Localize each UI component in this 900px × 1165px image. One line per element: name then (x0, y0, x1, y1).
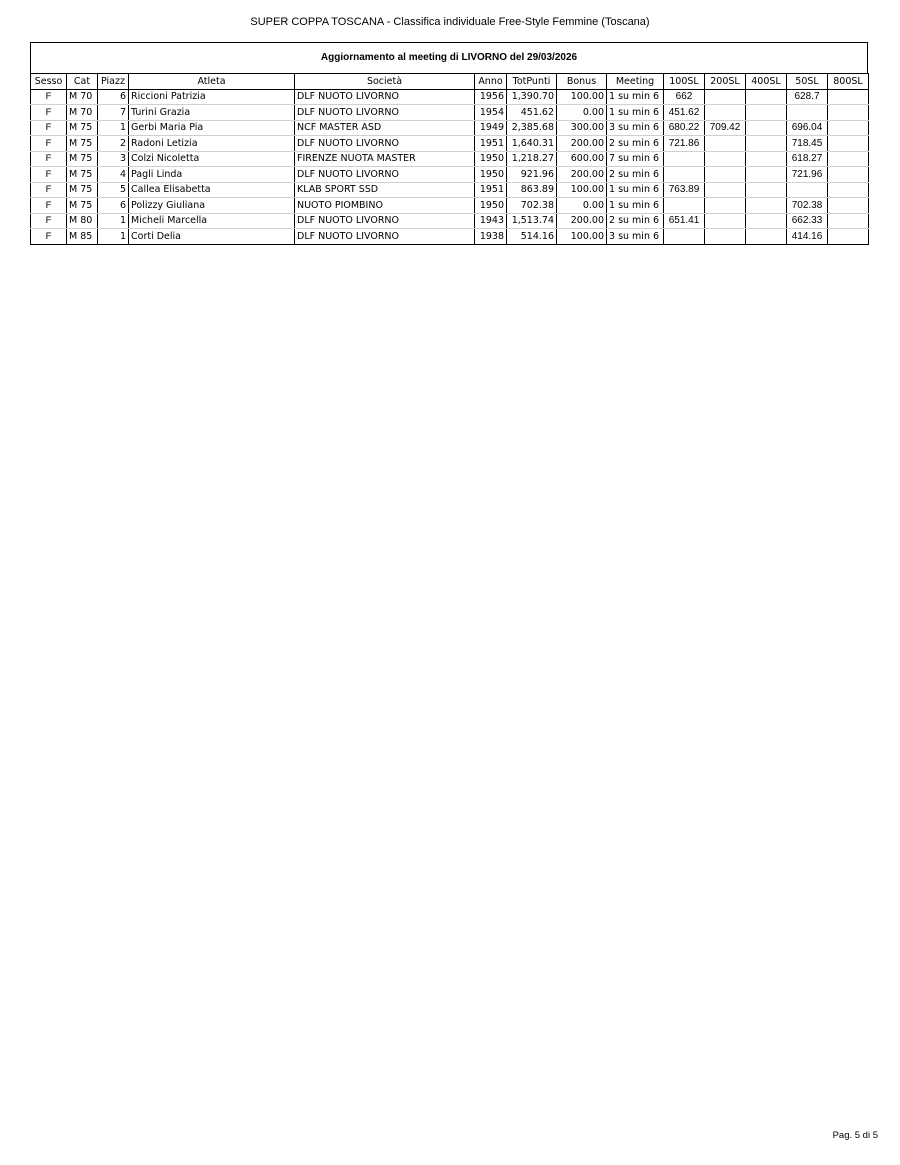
table-row (31, 167, 869, 183)
cell-bonus: 0.00 (557, 105, 607, 121)
cell-sesso: F (31, 167, 67, 183)
cell-400sl (746, 105, 787, 121)
cell-800sl (828, 136, 869, 152)
cell-anno: 1950 (475, 167, 507, 183)
cell-totpunti: 1,513.74 (507, 213, 557, 229)
cell-atleta: Micheli Marcella (129, 213, 295, 229)
cell-societa: KLAB SPORT SSD (295, 182, 475, 198)
meeting-update-subtitle: Aggiornamento al meeting di LIVORNO del 29/03/2026 (320, 52, 578, 63)
col-header-400sl: 400SL (746, 74, 787, 90)
cell-meeting: 3 su min 6 (607, 229, 664, 245)
cell-cat: M 75 (67, 198, 98, 214)
cell-societa: NCF MASTER ASD (295, 120, 475, 136)
cell-sesso: F (31, 136, 67, 152)
cell-piazz: 4 (98, 167, 129, 183)
cell-bonus: 100.00 (557, 229, 607, 245)
cell-anno: 1951 (475, 136, 507, 152)
cell-meeting: 7 su min 6 (607, 151, 664, 167)
cell-meeting: 3 su min 6 (607, 120, 664, 136)
col-header-100sl: 100SL (664, 74, 705, 90)
cell-200sl (705, 167, 746, 183)
cell-societa: NUOTO PIOMBINO (295, 198, 475, 214)
cell-cat: M 70 (67, 89, 98, 105)
cell-atleta: Riccioni Patrizia (129, 89, 295, 105)
cell-400sl (746, 136, 787, 152)
col-header-anno: Anno (475, 74, 507, 90)
cell-800sl (828, 89, 869, 105)
cell-totpunti: 921.96 (507, 167, 557, 183)
cell-100sl: 651.41 (664, 213, 705, 229)
cell-50sl: 414.16 (787, 229, 828, 245)
cell-anno: 1950 (475, 198, 507, 214)
cell-totpunti: 2,385.68 (507, 120, 557, 136)
cell-cat: M 70 (67, 105, 98, 121)
cell-100sl: 721.86 (664, 136, 705, 152)
table-row (31, 105, 869, 121)
cell-400sl (746, 229, 787, 245)
cell-50sl: 618.27 (787, 151, 828, 167)
cell-sesso: F (31, 151, 67, 167)
cell-cat: M 80 (67, 213, 98, 229)
table-row (31, 120, 869, 136)
cell-atleta: Radoni Letizia (129, 136, 295, 152)
cell-meeting: 2 su min 6 (607, 213, 664, 229)
cell-piazz: 7 (98, 105, 129, 121)
cell-bonus: 100.00 (557, 182, 607, 198)
cell-sesso: F (31, 182, 67, 198)
col-header-sesso: Sesso (31, 74, 67, 90)
table-row (31, 89, 869, 105)
cell-bonus: 200.00 (557, 213, 607, 229)
cell-800sl (828, 229, 869, 245)
cell-bonus: 200.00 (557, 136, 607, 152)
cell-bonus: 100.00 (557, 89, 607, 105)
cell-meeting: 1 su min 6 (607, 182, 664, 198)
cell-50sl: 718.45 (787, 136, 828, 152)
cell-100sl (664, 167, 705, 183)
cell-50sl: 702.38 (787, 198, 828, 214)
col-header-cat: Cat (67, 74, 98, 90)
col-header-bonus: Bonus (557, 74, 607, 90)
cell-societa: DLF NUOTO LIVORNO (295, 136, 475, 152)
document-title: SUPER COPPA TOSCANA - Classifica individuale Free-Style Femmine (Toscana) (250, 16, 650, 28)
cell-50sl (787, 105, 828, 121)
cell-anno: 1938 (475, 229, 507, 245)
cell-societa: FIRENZE NUOTA MASTER (295, 151, 475, 167)
cell-cat: M 85 (67, 229, 98, 245)
cell-400sl (746, 198, 787, 214)
cell-200sl (705, 151, 746, 167)
cell-meeting: 1 su min 6 (607, 198, 664, 214)
cell-bonus: 600.00 (557, 151, 607, 167)
cell-totpunti: 863.89 (507, 182, 557, 198)
cell-cat: M 75 (67, 182, 98, 198)
cell-societa: DLF NUOTO LIVORNO (295, 229, 475, 245)
cell-piazz: 6 (98, 198, 129, 214)
cell-anno: 1951 (475, 182, 507, 198)
cell-societa: DLF NUOTO LIVORNO (295, 167, 475, 183)
cell-50sl: 628.7 (787, 89, 828, 105)
cell-piazz: 1 (98, 229, 129, 245)
cell-sesso: F (31, 213, 67, 229)
cell-200sl (705, 182, 746, 198)
cell-100sl: 763.89 (664, 182, 705, 198)
cell-200sl (705, 136, 746, 152)
cell-200sl (705, 105, 746, 121)
cell-bonus: 300.00 (557, 120, 607, 136)
cell-atleta: Corti Delia (129, 229, 295, 245)
cell-sesso: F (31, 120, 67, 136)
cell-anno: 1949 (475, 120, 507, 136)
cell-atleta: Polizzy Giuliana (129, 198, 295, 214)
cell-atleta: Turini Grazia (129, 105, 295, 121)
col-header-meeting: Meeting (607, 74, 664, 90)
cell-100sl (664, 198, 705, 214)
cell-800sl (828, 167, 869, 183)
cell-bonus: 200.00 (557, 167, 607, 183)
cell-atleta: Pagli Linda (129, 167, 295, 183)
cell-50sl: 696.04 (787, 120, 828, 136)
cell-400sl (746, 89, 787, 105)
page-number: Pag. 5 di 5 (832, 1130, 878, 1141)
cell-piazz: 5 (98, 182, 129, 198)
col-header-piazz: Piazz (98, 74, 129, 90)
cell-bonus: 0.00 (557, 198, 607, 214)
cell-200sl: 709.42 (705, 120, 746, 136)
cell-sesso: F (31, 229, 67, 245)
cell-50sl: 721.96 (787, 167, 828, 183)
cell-400sl (746, 151, 787, 167)
col-header-50sl: 50SL (787, 74, 828, 90)
cell-100sl (664, 229, 705, 245)
col-header-atleta: Atleta (129, 74, 295, 90)
cell-200sl (705, 89, 746, 105)
cell-anno: 1950 (475, 151, 507, 167)
cell-800sl (828, 182, 869, 198)
cell-anno: 1956 (475, 89, 507, 105)
cell-cat: M 75 (67, 167, 98, 183)
cell-atleta: Gerbi Maria Pia (129, 120, 295, 136)
cell-50sl (787, 182, 828, 198)
cell-100sl (664, 151, 705, 167)
cell-meeting: 1 su min 6 (607, 105, 664, 121)
cell-totpunti: 514.16 (507, 229, 557, 245)
col-header-800sl: 800SL (828, 74, 869, 90)
cell-anno: 1954 (475, 105, 507, 121)
cell-200sl (705, 213, 746, 229)
table-row (31, 213, 869, 229)
cell-cat: M 75 (67, 120, 98, 136)
cell-meeting: 2 su min 6 (607, 136, 664, 152)
table-row (31, 182, 869, 198)
col-header-societa: Società (295, 74, 475, 90)
cell-400sl (746, 167, 787, 183)
cell-800sl (828, 213, 869, 229)
cell-piazz: 2 (98, 136, 129, 152)
cell-100sl: 451.62 (664, 105, 705, 121)
cell-200sl (705, 198, 746, 214)
cell-cat: M 75 (67, 136, 98, 152)
cell-totpunti: 1,640.31 (507, 136, 557, 152)
col-header-200sl: 200SL (705, 74, 746, 90)
cell-piazz: 6 (98, 89, 129, 105)
results-table (30, 73, 869, 245)
cell-50sl: 662.33 (787, 213, 828, 229)
cell-100sl: 680.22 (664, 120, 705, 136)
table-row (31, 198, 869, 214)
cell-totpunti: 702.38 (507, 198, 557, 214)
cell-piazz: 1 (98, 213, 129, 229)
cell-totpunti: 1,390.70 (507, 89, 557, 105)
cell-piazz: 1 (98, 120, 129, 136)
cell-atleta: Callea Elisabetta (129, 182, 295, 198)
table-row (31, 229, 869, 245)
cell-100sl: 662 (664, 89, 705, 105)
cell-400sl (746, 120, 787, 136)
cell-400sl (746, 182, 787, 198)
table-row (31, 151, 869, 167)
cell-meeting: 2 su min 6 (607, 167, 664, 183)
cell-800sl (828, 151, 869, 167)
cell-sesso: F (31, 198, 67, 214)
cell-200sl (705, 229, 746, 245)
cell-anno: 1943 (475, 213, 507, 229)
cell-atleta: Colzi Nicoletta (129, 151, 295, 167)
cell-400sl (746, 213, 787, 229)
cell-meeting: 1 su min 6 (607, 89, 664, 105)
cell-sesso: F (31, 89, 67, 105)
table-header-row (31, 74, 869, 90)
results-frame (30, 42, 868, 73)
cell-800sl (828, 198, 869, 214)
cell-cat: M 75 (67, 151, 98, 167)
cell-societa: DLF NUOTO LIVORNO (295, 105, 475, 121)
col-header-totpunti: TotPunti (507, 74, 557, 90)
cell-totpunti: 1,218.27 (507, 151, 557, 167)
cell-sesso: F (31, 105, 67, 121)
cell-totpunti: 451.62 (507, 105, 557, 121)
cell-societa: DLF NUOTO LIVORNO (295, 89, 475, 105)
cell-800sl (828, 105, 869, 121)
cell-societa: DLF NUOTO LIVORNO (295, 213, 475, 229)
cell-800sl (828, 120, 869, 136)
table-row (31, 136, 869, 152)
cell-piazz: 3 (98, 151, 129, 167)
